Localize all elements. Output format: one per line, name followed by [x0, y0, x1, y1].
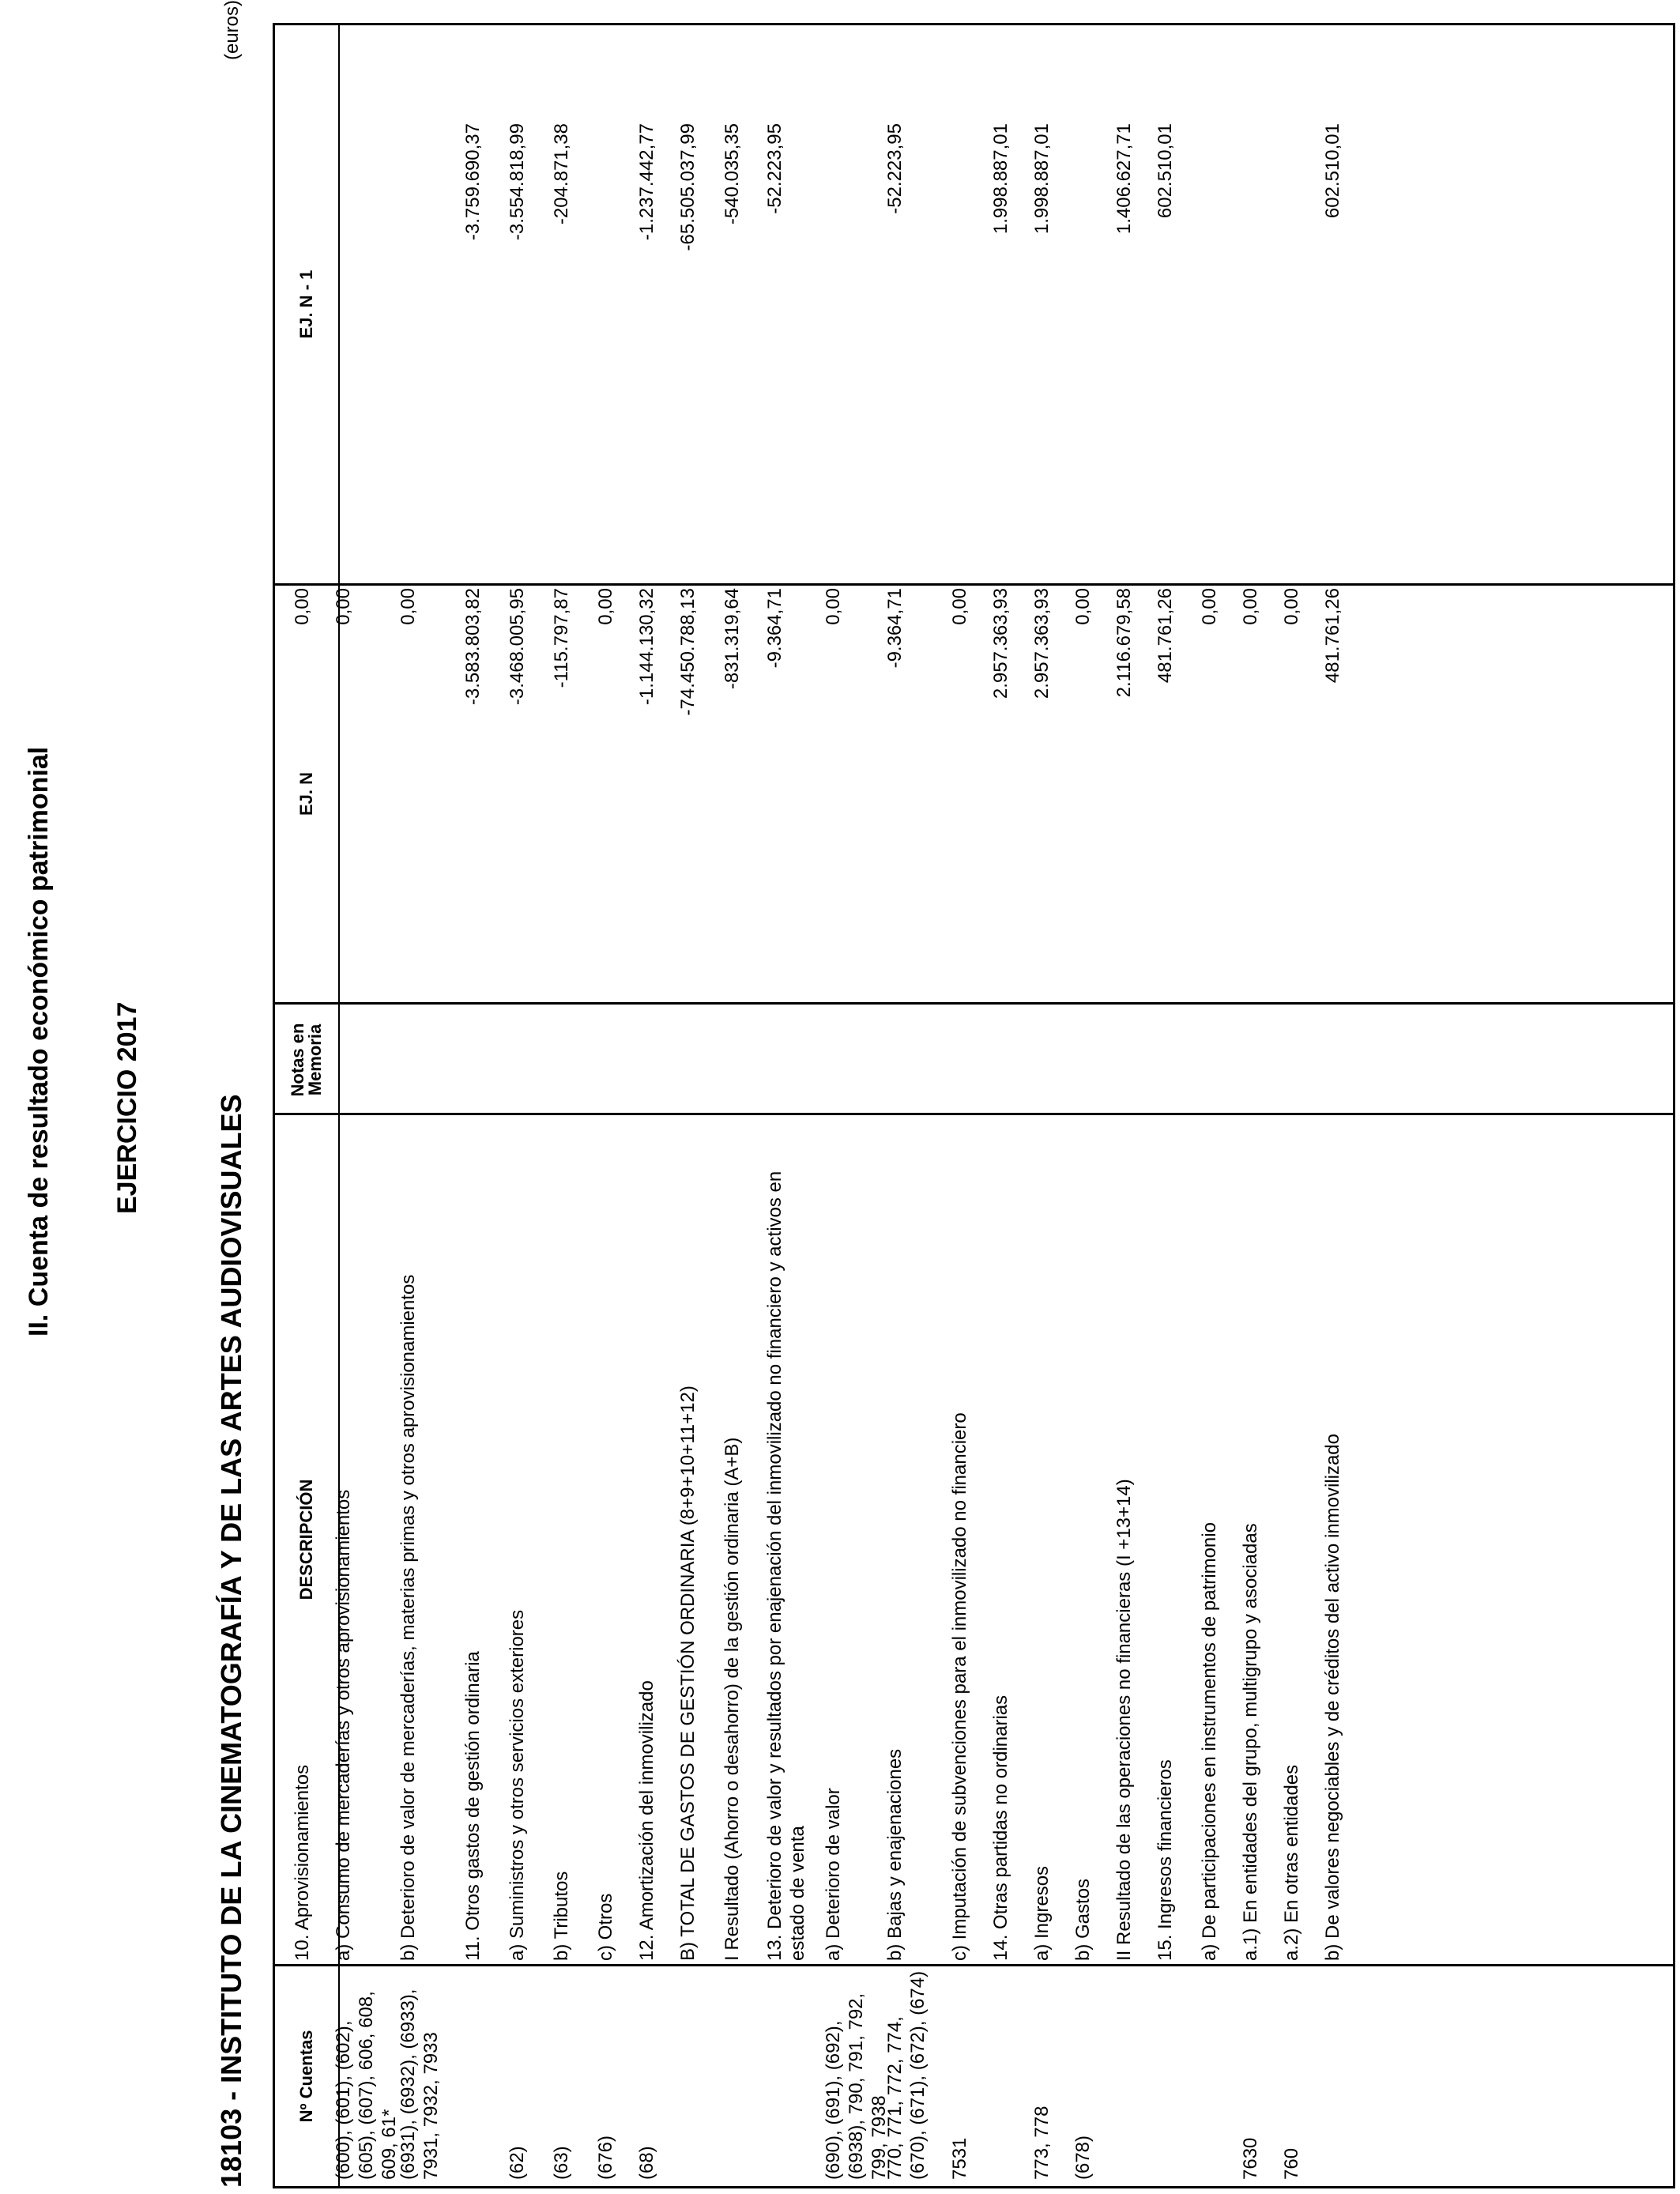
ej-n-value: 0,00: [292, 588, 313, 625]
ej-n1-value: -204.871,38: [551, 123, 572, 225]
description-cell: 10. Aprovisionamientos: [292, 1764, 313, 1961]
description-cell: c) Imputación de subvenciones para el inmovilizado no financiero: [949, 1412, 970, 1961]
ej-n1-value: -52.223,95: [884, 123, 906, 214]
description-cell: a) Suministros y otros servicios exteriores: [507, 1609, 528, 1961]
account-cell: (68): [636, 2146, 657, 2180]
col-header-descripcion: DESCRIPCIÓN: [296, 1479, 316, 1600]
ej-n-value: 0,00: [333, 588, 354, 625]
col-header-cuentas: Nº Cuentas: [296, 2030, 316, 2123]
ej-n-value: 2.116.679,58: [1113, 588, 1135, 698]
account-cell: (62): [507, 2146, 528, 2180]
ej-n-value: 0,00: [1199, 588, 1220, 625]
ej-n-value: -9.364,71: [764, 588, 785, 669]
ej-n-value: -3.583.803,82: [462, 588, 484, 706]
ej-n1-value: 1.998.887,01: [1031, 123, 1053, 235]
ej-n-value: 0,00: [1240, 588, 1261, 625]
ej-n-value: 0,00: [1072, 588, 1094, 625]
description-cell: I Resultado (Ahorro o desahorro) de la gestión ordinaria (A+B): [721, 1437, 743, 1961]
ej-n1-value: 602.510,01: [1155, 123, 1176, 219]
section-title: II. Cuenta de resultado económico patrimonial: [24, 746, 54, 1336]
ej-n-value: 481.761,26: [1155, 588, 1176, 684]
ej-n-value: -9.364,71: [884, 588, 906, 669]
account-cell: (600), (601), (602), (605), (607), 606, 608, 609, 61*: [333, 1991, 400, 2180]
ej-n1-value: -3.554.818,99: [507, 123, 528, 241]
ej-n-value: -74.450.788,13: [677, 588, 699, 716]
ej-n-value: -831.319,64: [721, 588, 743, 690]
ej-n-value: 0,00: [1281, 588, 1302, 625]
account-cell: 773, 778: [1031, 2105, 1053, 2180]
account-cell: (63): [551, 2146, 572, 2180]
description-cell: a.1) En entidades del grupo, multigrupo y asociadas: [1240, 1523, 1261, 1961]
col-header-ej-n: EJ. N: [296, 771, 316, 816]
account-cell: (676): [595, 2135, 616, 2180]
description-cell: c) Otros: [595, 1893, 616, 1961]
ej-n1-value: -540.035,35: [721, 123, 743, 225]
account-cell: 760: [1281, 2147, 1302, 2180]
description-cell: 11. Otros gastos de gestión ordinaria: [462, 1651, 484, 1961]
description-cell: a) Ingresos: [1031, 1865, 1053, 1961]
account-cell: 7630: [1240, 2137, 1261, 2180]
column-divider: [275, 1113, 1673, 1115]
description-cell: b) Bajas y enajenaciones: [884, 1748, 906, 1961]
ej-n1-value: -52.223,95: [764, 123, 785, 214]
ej-n-value: 2.957.363,93: [1031, 588, 1053, 699]
ej-n-value: -1.144.130,32: [636, 588, 657, 706]
ej-n1-value: 1.998.887,01: [990, 123, 1011, 235]
entity-title: 18103 - INSTITUTO DE LA CINEMATOGRAFÍA Y DE LAS ARTES AUDIOVISUALES: [215, 1094, 247, 2188]
ej-n-value: -3.468.005,95: [507, 588, 528, 706]
description-cell: b) Deterioro de valor de mercaderías, materias primas y otros aprovisionamientos: [397, 1274, 419, 1961]
ej-n-value: 0,00: [823, 588, 844, 625]
description-cell: 12. Amortización del inmovilizado: [636, 1680, 657, 1961]
account-cell: 770, 771, 772, 774, (670), (671), (672), (674): [884, 1970, 929, 2180]
description-cell: 15. Ingresos financieros: [1155, 1759, 1176, 1961]
col-header-notas: Notas en Memoria: [288, 1023, 325, 1097]
description-cell: b) De valores negociables y de créditos del activo inmovilizado: [1322, 1433, 1343, 1961]
description-cell: 14. Otras partidas no ordinarias: [990, 1695, 1011, 1961]
ej-n1-value: 1.406.627,71: [1113, 123, 1135, 235]
column-divider: [275, 1964, 1673, 1966]
ej-n-value: -115.797,87: [551, 588, 572, 688]
description-cell: a) Consumo de mercaderías y otros aprovisionamientos: [333, 1489, 354, 1961]
description-cell: a.2) En otras entidades: [1281, 1764, 1302, 1961]
description-cell: b) Gastos: [1072, 1878, 1094, 1961]
account-cell: (6931), (6932), (6933), 7931, 7932, 7933: [397, 1989, 442, 2180]
ej-n1-value: 602.510,01: [1322, 123, 1343, 219]
account-cell: (690), (691), (692), (6938), 790, 791, 792, 799, 7938: [823, 1992, 890, 2180]
ej-n-value: 2.957.363,93: [990, 588, 1011, 699]
ej-n-value: 0,00: [397, 588, 419, 625]
column-divider: [275, 1002, 1673, 1005]
ej-n-value: 481.761,26: [1322, 588, 1343, 684]
results-table: [273, 23, 1675, 2188]
account-cell: 7531: [949, 2137, 970, 2180]
ej-n1-value: -65.505.037,99: [677, 123, 699, 251]
description-cell: b) Tributos: [551, 1871, 572, 1961]
column-divider: [275, 583, 1673, 586]
ej-n1-value: -1.237.442,77: [636, 123, 657, 241]
description-cell: a) Deterioro de valor: [823, 1788, 844, 1961]
ej-n-value: 0,00: [949, 588, 970, 625]
ej-n1-value: -3.759.690,37: [462, 123, 484, 241]
unit-label: (euros): [221, 0, 243, 60]
year-title: EJERCICIO 2017: [112, 1001, 142, 1214]
description-cell: a) De participaciones en instrumentos de patrimonio: [1199, 1522, 1220, 1961]
description-cell: B) TOTAL DE GASTOS DE GESTIÓN ORDINARIA (8+9+10+11+12): [677, 1385, 699, 1961]
description-cell: II Resultado de las operaciones no financieras (I +13+14): [1113, 1479, 1135, 1961]
description-cell: 13. Deterioro de valor y resultados por enajenación del inmovilizado no financiero y activos en estado de venta: [764, 1171, 808, 1961]
account-cell: (678): [1072, 2135, 1094, 2180]
ej-n-value: 0,00: [595, 588, 616, 625]
col-header-ej-n1: EJ. N - 1: [296, 270, 316, 339]
